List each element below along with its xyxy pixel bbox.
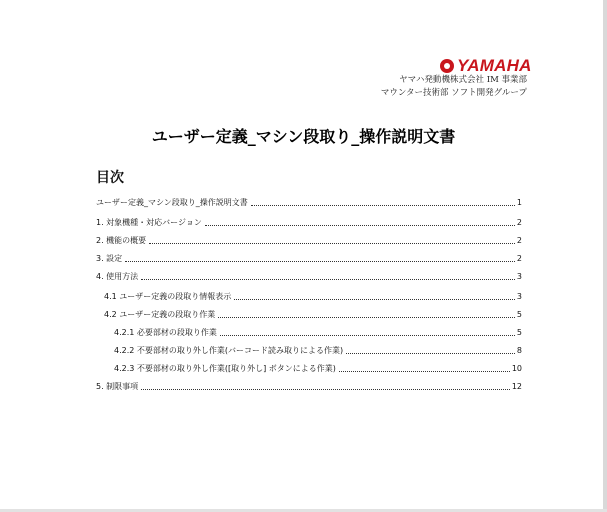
yamaha-logo bbox=[440, 56, 532, 76]
toc-entry-page: 2 bbox=[516, 254, 522, 263]
toc-entry-page: 5 bbox=[516, 328, 522, 337]
toc-entry-page: 2 bbox=[516, 218, 522, 227]
toc-leader-dots bbox=[234, 298, 515, 300]
toc-leader-dots bbox=[141, 278, 515, 280]
toc-entry-3[interactable] bbox=[96, 250, 522, 264]
toc-entry-page: 1 bbox=[516, 198, 522, 207]
toc-entry-page: 12 bbox=[511, 382, 522, 391]
company-line-1: ヤマハ発動機株式会社 IM 事業部 bbox=[399, 75, 527, 85]
toc-entry-label: 4.1 ユーザー定義の段取り情報表示 bbox=[104, 292, 232, 301]
toc-entry-4-2-2[interactable] bbox=[114, 342, 522, 356]
toc-entry-label: 1. 対象機種・対応バージョン bbox=[96, 218, 202, 227]
toc-entry-page: 3 bbox=[516, 272, 522, 281]
toc-entry-label: 4.2 ユーザー定義の段取り作業 bbox=[104, 310, 216, 319]
toc-entry-5[interactable] bbox=[96, 378, 522, 392]
toc-entry-4-2-1[interactable] bbox=[114, 324, 522, 338]
page-edge-shadow bbox=[603, 0, 607, 512]
toc-entry-4[interactable] bbox=[96, 268, 522, 282]
toc-entry-4-1[interactable] bbox=[104, 288, 522, 302]
toc-entry-4-2[interactable] bbox=[104, 306, 522, 320]
toc-entry-title[interactable] bbox=[96, 194, 522, 208]
toc-entry-page: 10 bbox=[511, 364, 522, 373]
toc-entry-page: 5 bbox=[516, 310, 522, 319]
toc-leader-dots bbox=[125, 260, 515, 262]
toc-leader-dots bbox=[339, 370, 510, 372]
logo-text: YAMAHA bbox=[457, 56, 532, 75]
toc-heading: 目次 bbox=[96, 170, 124, 186]
toc-entry-label: 3. 設定 bbox=[96, 254, 123, 263]
toc-entry-1[interactable] bbox=[96, 214, 522, 228]
toc-entry-label: 4.2.3 不要部材の取り外し作業([取り外し] ボタンによる作業) bbox=[114, 364, 336, 373]
toc-leader-dots bbox=[218, 316, 515, 318]
toc-entry-page: 2 bbox=[516, 236, 522, 245]
company-info bbox=[381, 74, 527, 100]
toc-entry-page: 8 bbox=[516, 346, 522, 355]
company-line-2: マウンター技術部 ソフト開発グループ bbox=[380, 88, 527, 98]
toc-leader-dots bbox=[346, 352, 515, 354]
toc-entry-label: 4. 使用方法 bbox=[96, 272, 139, 281]
toc-entry-label: 2. 機能の概要 bbox=[96, 236, 147, 245]
toc-leader-dots bbox=[220, 334, 515, 336]
toc-leader-dots bbox=[141, 388, 510, 390]
toc-entry-page: 3 bbox=[516, 292, 522, 301]
document-title: ユーザー定義_マシン段取り_操作説明文書 bbox=[151, 127, 456, 146]
toc-leader-dots bbox=[205, 224, 515, 226]
toc-entry-label: ユーザー定義_マシン段取り_操作説明文書 bbox=[96, 198, 248, 207]
toc-entry-label: 4.2.2 不要部材の取り外し作業(バーコード読み取りによる作業) bbox=[114, 346, 344, 355]
yamaha-emblem-icon bbox=[440, 59, 454, 73]
toc-entry-label: 5. 制限事項 bbox=[96, 382, 139, 391]
toc-leader-dots bbox=[149, 242, 515, 244]
toc-entry-4-2-3[interactable] bbox=[114, 360, 522, 374]
toc-leader-dots bbox=[251, 204, 515, 206]
toc-entry-2[interactable] bbox=[96, 232, 522, 246]
toc-entry-label: 4.2.1 必要部材の段取り作業 bbox=[114, 328, 217, 337]
